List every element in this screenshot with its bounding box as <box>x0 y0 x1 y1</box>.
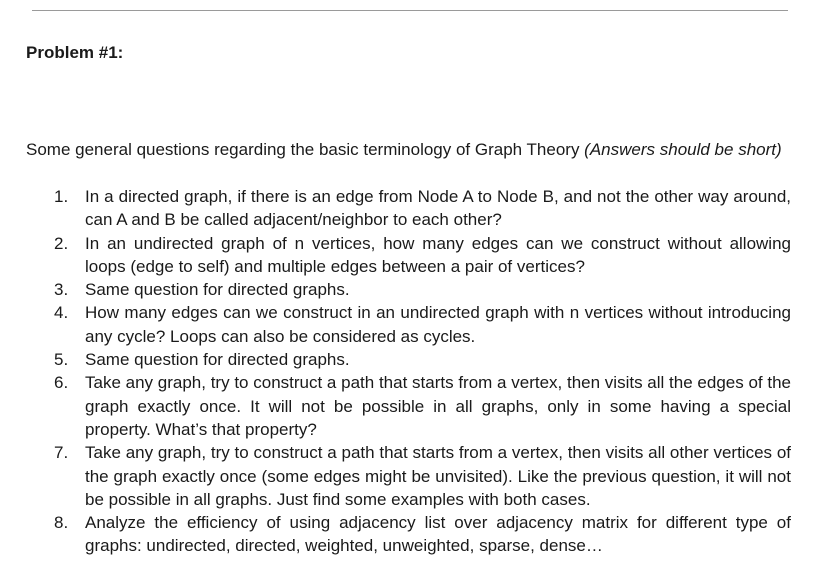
intro-text: Some general questions regarding the basic terminology of Graph Theory <box>26 140 585 159</box>
question-text: How many edges can we construct in an undirected graph with n vertices without introducing any cycle? Loops can also be considered as cycles. <box>85 303 791 346</box>
question-number: 8. <box>54 513 69 533</box>
horizontal-divider <box>32 10 788 11</box>
question-number: 4. <box>54 303 69 323</box>
question-number: 5. <box>54 350 69 370</box>
question-item-7 <box>26 441 791 511</box>
question-item-4 <box>26 301 791 348</box>
question-number: 3. <box>54 280 69 300</box>
question-item-3 <box>26 278 791 301</box>
intro-emphasis: (Answers should be short) <box>584 140 782 159</box>
question-item-5 <box>26 348 791 371</box>
question-text: In a directed graph, if there is an edge from Node A to Node B, and not the other way around, can A and B be called adjacent/neighbor to each other? <box>85 187 791 230</box>
question-number: 1. <box>54 187 69 206</box>
question-text: In an undirected graph of n vertices, how many edges can we construct without allowing loops (edge to self) and multiple edges between a pair of vertices? <box>85 233 791 276</box>
question-text: Take any graph, try to construct a path that starts from a vertex, then visits all the edges of the graph exactly once. It will not be possible in all graphs, only in some having a special property. What’s that property? <box>85 373 791 439</box>
intro-paragraph <box>26 139 791 162</box>
question-text: Take any graph, try to construct a path that starts from a vertex, then visits all other vertices of the graph exactly once (some edges might be unvisited). Like the previous question, it will not be possible in all graphs. Just find some examples with both cases. <box>85 443 791 509</box>
question-item-8 <box>26 511 791 558</box>
question-number: 7. <box>54 443 69 463</box>
question-number: 6. <box>54 373 69 393</box>
question-list <box>26 185 791 558</box>
question-number: 2. <box>54 233 69 253</box>
question-text: Same question for directed graphs. <box>85 280 350 300</box>
question-item-2 <box>26 232 791 279</box>
question-item-6 <box>26 371 791 441</box>
question-text: Same question for directed graphs. <box>85 350 350 370</box>
question-text: Analyze the efficiency of using adjacency list over adjacency matrix for different type of graphs: undirected, directed, weighted, unweighted, sparse, dense… <box>85 513 791 556</box>
problem-heading: Problem #1: <box>26 43 124 62</box>
question-item-1 <box>26 185 791 232</box>
